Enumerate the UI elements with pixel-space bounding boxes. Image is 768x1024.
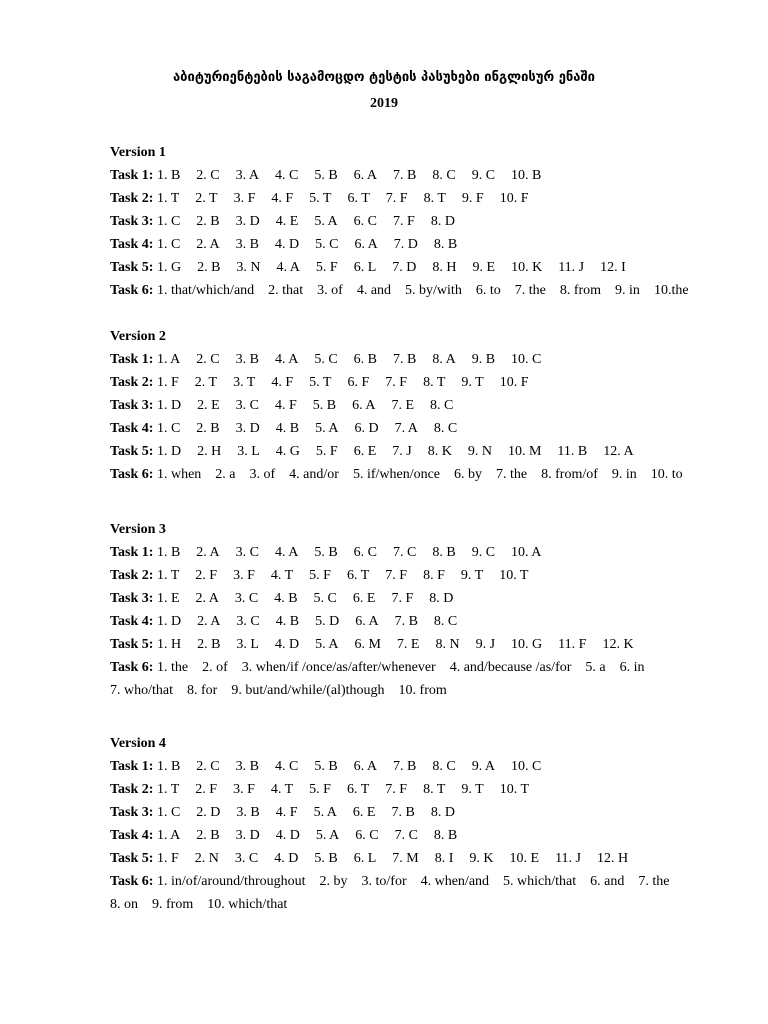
answer-item: 10. F: [499, 375, 529, 390]
answer-item: 4. A: [276, 260, 300, 275]
answer-item: 10. C: [511, 352, 542, 367]
task-label: Task 2:: [110, 375, 154, 390]
version-block: [110, 732, 730, 916]
answer-item: 7. the: [514, 283, 546, 298]
answer-item: 12. I: [600, 260, 626, 275]
task-label: Task 5:: [110, 637, 154, 652]
task-row: [110, 187, 730, 210]
answer-item: 2. B: [197, 260, 221, 275]
answer-item: 2. C: [196, 352, 220, 367]
answer-item: 9. C: [471, 545, 496, 560]
answer-item: 4. B: [275, 421, 300, 436]
answer-item: 2. that: [268, 283, 304, 298]
answer-item: 6. C: [353, 214, 378, 229]
task-label: Task 3:: [110, 591, 154, 606]
version-block: [110, 325, 730, 486]
answer-item: 7. E: [396, 637, 420, 652]
answer-item: 6. in: [619, 660, 645, 675]
answer-item: 1. C: [156, 214, 181, 229]
task-row: [110, 679, 730, 702]
answer-item: 3. D: [235, 421, 260, 436]
answer-item: 5. D: [315, 614, 340, 629]
task-row: [110, 371, 730, 394]
version-label: Version 2: [110, 329, 166, 344]
task-label: Task 4:: [110, 828, 154, 843]
answer-item: 4. and/or: [289, 467, 339, 482]
answer-item: 7. F: [391, 591, 414, 606]
answer-item: 3. F: [233, 568, 255, 583]
answer-item: 6. A: [355, 614, 379, 629]
answer-item: 4. D: [274, 851, 299, 866]
answer-item: 7. C: [394, 828, 418, 843]
answer-item: 4. F: [271, 191, 294, 206]
answer-item: 7. M: [392, 851, 419, 866]
answer-item: 4. E: [275, 214, 299, 229]
task-label: Task 2:: [110, 191, 154, 206]
answer-item: 7. D: [392, 260, 417, 275]
answer-item: 3. L: [236, 637, 259, 652]
answer-item: 2. D: [196, 805, 221, 820]
answer-item: 3. when/if /once/as/after/whenever: [241, 660, 436, 675]
answer-item: 4. T: [270, 782, 294, 797]
task-row: [110, 801, 730, 824]
answer-item: 1. H: [156, 637, 182, 652]
answer-item: 8. from: [559, 283, 602, 298]
answer-item: 1. that/which/and: [156, 283, 255, 298]
answer-item: 2. F: [195, 782, 218, 797]
task-row: [110, 164, 730, 187]
answer-item: 8. T: [423, 375, 446, 390]
answer-item: 7. A: [394, 421, 418, 436]
answer-item: 8. D: [430, 214, 455, 229]
answer-item: 7. F: [385, 375, 408, 390]
answer-item: 9. F: [461, 191, 484, 206]
answer-item: 6. by: [454, 467, 483, 482]
answer-item: 4. F: [274, 398, 297, 413]
answer-item: 9. in: [615, 283, 640, 298]
answer-item: 3. B: [235, 759, 259, 774]
task-row: [110, 210, 730, 233]
answer-item: 2. a: [215, 467, 236, 482]
answer-item: 2. T: [195, 191, 218, 206]
answer-item: 1. T: [156, 782, 180, 797]
task-label: Task 4:: [110, 614, 154, 629]
answer-item: 8. C: [432, 759, 456, 774]
answer-item: 8. C: [432, 168, 456, 183]
answer-item: 3. F: [233, 191, 256, 206]
answer-item: 3. T: [233, 375, 256, 390]
answer-item: 3. B: [235, 352, 259, 367]
answer-item: 10. T: [499, 568, 529, 583]
answer-item: 6. A: [352, 398, 376, 413]
answer-item: 10. G: [511, 637, 543, 652]
answer-item: 5. if/when/once: [352, 467, 441, 482]
answer-item: 2. A: [196, 545, 220, 560]
answer-item: 4. and/because /as/for: [449, 660, 572, 675]
version-block: [110, 518, 730, 702]
answer-item: 6. M: [354, 637, 381, 652]
answer-item: 9. B: [471, 352, 496, 367]
version-block: [110, 141, 730, 302]
answer-item: 2. B: [196, 828, 220, 843]
answer-item: 10. B: [511, 168, 542, 183]
task-label: Task 2:: [110, 782, 154, 797]
answer-item: 6. D: [354, 421, 379, 436]
answer-item: 8. C: [433, 421, 458, 436]
answer-item: 5. A: [313, 805, 337, 820]
task-row: [110, 755, 730, 778]
answer-item: 5. C: [314, 352, 338, 367]
answer-item: 8. F: [423, 568, 445, 583]
answer-item: 6. E: [352, 805, 376, 820]
task-row: [110, 656, 730, 679]
answer-item: 5. A: [315, 637, 339, 652]
answer-item: 6. to: [475, 283, 501, 298]
answer-item: 10. T: [499, 782, 530, 797]
answer-item: 9. T: [461, 375, 484, 390]
answer-item: 7. B: [394, 614, 418, 629]
answer-item: 4. B: [274, 591, 298, 606]
answer-item: 3. B: [235, 237, 259, 252]
task-label: Task 3:: [110, 214, 154, 229]
answer-item: 2. E: [197, 398, 220, 413]
answer-item: 10. E: [509, 851, 540, 866]
answer-item: 2. N: [194, 851, 219, 866]
answer-item: 4. and: [356, 283, 392, 298]
answer-item: 1. when: [156, 467, 202, 482]
answer-item: 3. of: [249, 467, 276, 482]
answer-item: 1. A: [156, 352, 181, 367]
answer-item: 10. F: [499, 191, 529, 206]
answer-item: 8. I: [434, 851, 454, 866]
answer-item: 11. B: [557, 444, 588, 459]
answer-item: 11. J: [558, 260, 585, 275]
answer-item: 8. N: [435, 637, 460, 652]
version-label: Version 1: [110, 145, 166, 160]
answer-item: 3. A: [235, 168, 259, 183]
answer-item: 12. K: [602, 637, 634, 652]
answer-item: 12. H: [597, 851, 629, 866]
task-label: Task 6:: [110, 660, 154, 675]
task-label: Task 1:: [110, 352, 154, 367]
task-label: Task 1:: [110, 759, 154, 774]
answer-item: 6. E: [352, 591, 376, 606]
answer-item: 6. E: [353, 444, 377, 459]
version-label: Version 3: [110, 522, 166, 537]
answer-item: 2. by: [319, 874, 348, 889]
answer-item: 8. C: [430, 398, 454, 413]
answer-item: 6. C: [353, 545, 378, 560]
answer-item: 6. T: [346, 782, 370, 797]
answer-item: 1. B: [156, 168, 181, 183]
task-row: [110, 778, 730, 801]
answer-item: 10. from: [398, 683, 447, 698]
answer-item: 7. B: [391, 805, 415, 820]
answer-item: 4. D: [274, 237, 300, 252]
answer-item: 6. T: [346, 568, 370, 583]
task-row: [110, 233, 730, 256]
answer-item: 1. E: [156, 591, 180, 606]
answer-item: 1. B: [156, 545, 181, 560]
answer-item: 4. T: [270, 568, 294, 583]
answer-item: 5. F: [309, 782, 331, 797]
answer-item: 5. B: [314, 759, 338, 774]
answer-item: 9. N: [467, 444, 492, 459]
answer-item: 2. B: [197, 637, 221, 652]
answer-item: 3. C: [235, 398, 259, 413]
answer-item: 2. B: [196, 421, 220, 436]
answer-item: 1. T: [156, 568, 180, 583]
answer-item: 2. A: [197, 614, 221, 629]
task-row: [110, 440, 730, 463]
answer-item: 4. D: [275, 828, 300, 843]
answer-item: 8. on: [110, 897, 138, 912]
task-label: Task 6:: [110, 283, 154, 298]
answer-item: 5. by/with: [405, 283, 462, 298]
answer-item: 1. D: [156, 614, 182, 629]
document-year: 2019: [370, 96, 398, 111]
answer-item: 8. D: [430, 805, 455, 820]
answer-item: 8. D: [429, 591, 454, 606]
answer-item: 5. C: [313, 591, 337, 606]
answer-item: 9. A: [471, 759, 496, 774]
answer-item: 5. F: [309, 568, 331, 583]
answer-item: 8. from/of: [541, 467, 598, 482]
answer-item: 9. T: [461, 782, 484, 797]
answer-item: 8. K: [427, 444, 452, 459]
answer-item: 3. B: [236, 805, 260, 820]
answer-item: 1. C: [156, 237, 181, 252]
answer-item: 10. A: [511, 545, 542, 560]
answer-item: 6. T: [347, 191, 370, 206]
task-row: [110, 610, 730, 633]
task-label: Task 1:: [110, 168, 154, 183]
answer-item: 3. F: [233, 782, 255, 797]
answer-item: 8. B: [433, 828, 458, 843]
answer-item: 8. B: [432, 545, 456, 560]
answer-item: 11. F: [558, 637, 587, 652]
answer-item: 1. F: [156, 851, 179, 866]
answer-item: 1. D: [156, 444, 182, 459]
answer-item: 9. E: [472, 260, 496, 275]
answer-item: 7. B: [393, 759, 417, 774]
answer-item: 4. F: [275, 805, 298, 820]
answer-item: 1. C: [156, 805, 181, 820]
answer-item: 9. in: [611, 467, 637, 482]
answer-item: 4. A: [274, 545, 299, 560]
answer-item: 5. which/that: [503, 874, 577, 889]
answer-item: 8. A: [432, 352, 456, 367]
answer-item: 4. A: [274, 352, 299, 367]
answer-item: 6. A: [353, 759, 378, 774]
task-row: [110, 541, 730, 564]
answer-item: 10. K: [511, 260, 543, 275]
answer-item: 11. J: [555, 851, 581, 866]
task-row: [110, 893, 730, 916]
task-label: Task 5:: [110, 260, 154, 275]
answer-item: 2. F: [195, 568, 218, 583]
answer-item: 10. which/that: [207, 897, 288, 912]
answer-item: 5. A: [315, 421, 339, 436]
answer-item: 2. H: [197, 444, 222, 459]
answer-item: 4. C: [274, 168, 299, 183]
answer-item: 6. and: [590, 874, 625, 889]
answer-item: 10.the: [653, 283, 689, 298]
answer-item: 6. C: [355, 828, 379, 843]
answer-item: 6. L: [353, 851, 377, 866]
answer-item: 4. when/and: [420, 874, 490, 889]
answer-item: 1. D: [156, 398, 182, 413]
answer-item: 9. T: [460, 568, 484, 583]
answer-item: 6. B: [353, 352, 378, 367]
answer-item: 7. F: [385, 782, 408, 797]
answer-item: 3. C: [234, 591, 259, 606]
answer-item: 9. J: [475, 637, 496, 652]
answer-item: 1. the: [156, 660, 189, 675]
task-label: Task 5:: [110, 851, 154, 866]
answer-item: 4. D: [274, 637, 300, 652]
answer-item: 1. G: [156, 260, 182, 275]
task-row: [110, 394, 730, 417]
answer-item: 8. B: [433, 237, 458, 252]
answer-item: 1. B: [156, 759, 181, 774]
task-row: [110, 417, 730, 440]
answer-item: 7. J: [392, 444, 412, 459]
task-label: Task 3:: [110, 398, 154, 413]
task-label: Task 2:: [110, 568, 154, 583]
answer-item: 10. to: [650, 467, 683, 482]
answer-item: 1. C: [156, 421, 181, 436]
answer-item: 7. F: [385, 191, 408, 206]
task-row: [110, 870, 730, 893]
answer-item: 6. A: [354, 237, 378, 252]
answer-item: 2. C: [196, 759, 220, 774]
answer-item: 5. T: [309, 375, 332, 390]
answer-item: 2. C: [196, 168, 220, 183]
version-label: Version 4: [110, 736, 166, 751]
answer-item: 7. who/that: [110, 683, 173, 698]
answer-item: 7. F: [393, 214, 415, 229]
answer-item: 4. B: [275, 614, 300, 629]
task-label: Task 5:: [110, 444, 154, 459]
answer-item: 3. L: [237, 444, 260, 459]
answer-item: 5. F: [315, 260, 338, 275]
task-row: [110, 824, 730, 847]
answer-item: 7. D: [393, 237, 418, 252]
answer-item: 1. F: [156, 375, 179, 390]
answer-item: 3. C: [235, 545, 259, 560]
answer-item: 7. B: [393, 168, 417, 183]
answer-item: 6. A: [353, 168, 378, 183]
answer-item: 4. C: [274, 759, 299, 774]
answer-item: 6. F: [347, 375, 370, 390]
task-row: [110, 633, 730, 656]
task-label: Task 4:: [110, 421, 154, 436]
answer-item: 3. to/for: [361, 874, 407, 889]
task-label: Task 3:: [110, 805, 154, 820]
answer-item: 3. N: [236, 260, 261, 275]
answer-item: 4. G: [275, 444, 300, 459]
answer-item: 8. C: [433, 614, 458, 629]
answer-item: 3. C: [236, 614, 260, 629]
answer-item: 10. M: [507, 444, 542, 459]
answer-item: 8. T: [423, 191, 446, 206]
answer-item: 5. a: [585, 660, 606, 675]
answer-item: 8. H: [432, 260, 457, 275]
answer-item: 3. of: [317, 283, 343, 298]
answer-item: 2. of: [202, 660, 228, 675]
answer-item: 7. the: [638, 874, 670, 889]
task-row: [110, 587, 730, 610]
task-label: Task 6:: [110, 467, 154, 482]
document-title: აბიტურიენტების საგამოცდო ტესტის პასუხები ინგლისურ ენაში: [172, 70, 596, 85]
answer-item: 2. B: [196, 214, 220, 229]
task-row: [110, 463, 730, 486]
task-row: [110, 256, 730, 279]
answer-item: 3. C: [234, 851, 259, 866]
task-label: Task 6:: [110, 874, 154, 889]
task-row: [110, 348, 730, 371]
answer-item: 2. A: [195, 591, 219, 606]
task-row: [110, 279, 730, 302]
answer-item: 7. the: [496, 467, 528, 482]
answer-item: 3. D: [235, 214, 260, 229]
answer-item: 5. T: [309, 191, 332, 206]
answer-item: 9. but/and/while/(al)though: [231, 683, 385, 698]
answer-item: 5. B: [312, 398, 337, 413]
answer-item: 9. from: [152, 897, 194, 912]
answer-item: 9. K: [469, 851, 494, 866]
answer-item: 12. A: [603, 444, 634, 459]
task-label: Task 1:: [110, 545, 154, 560]
answer-item: 8. T: [423, 782, 446, 797]
answer-item: 9. C: [471, 168, 496, 183]
answer-item: 5. A: [315, 828, 340, 843]
answer-item: 1. in/of/around/throughout: [156, 874, 306, 889]
answer-item: 1. T: [156, 191, 180, 206]
answer-item: 7. F: [385, 568, 408, 583]
answer-item: 5. F: [315, 444, 338, 459]
answer-item: 1. A: [156, 828, 181, 843]
answer-item: 7. B: [393, 352, 417, 367]
task-row: [110, 847, 730, 870]
answer-item: 8. for: [187, 683, 218, 698]
task-label: Task 4:: [110, 237, 154, 252]
answer-item: 7. E: [391, 398, 415, 413]
answer-item: 2. T: [194, 375, 218, 390]
answer-item: 2. A: [196, 237, 220, 252]
answer-item: 5. C: [315, 237, 339, 252]
answer-item: 10. C: [511, 759, 542, 774]
answer-item: 6. L: [353, 260, 377, 275]
answer-item: 5. B: [314, 545, 338, 560]
answer-item: 4. F: [271, 375, 294, 390]
answer-item: 3. D: [235, 828, 260, 843]
answer-item: 5. B: [314, 168, 338, 183]
answer-item: 5. B: [314, 851, 338, 866]
answer-item: 5. A: [314, 214, 338, 229]
answer-item: 7. C: [393, 545, 417, 560]
task-row: [110, 564, 730, 587]
